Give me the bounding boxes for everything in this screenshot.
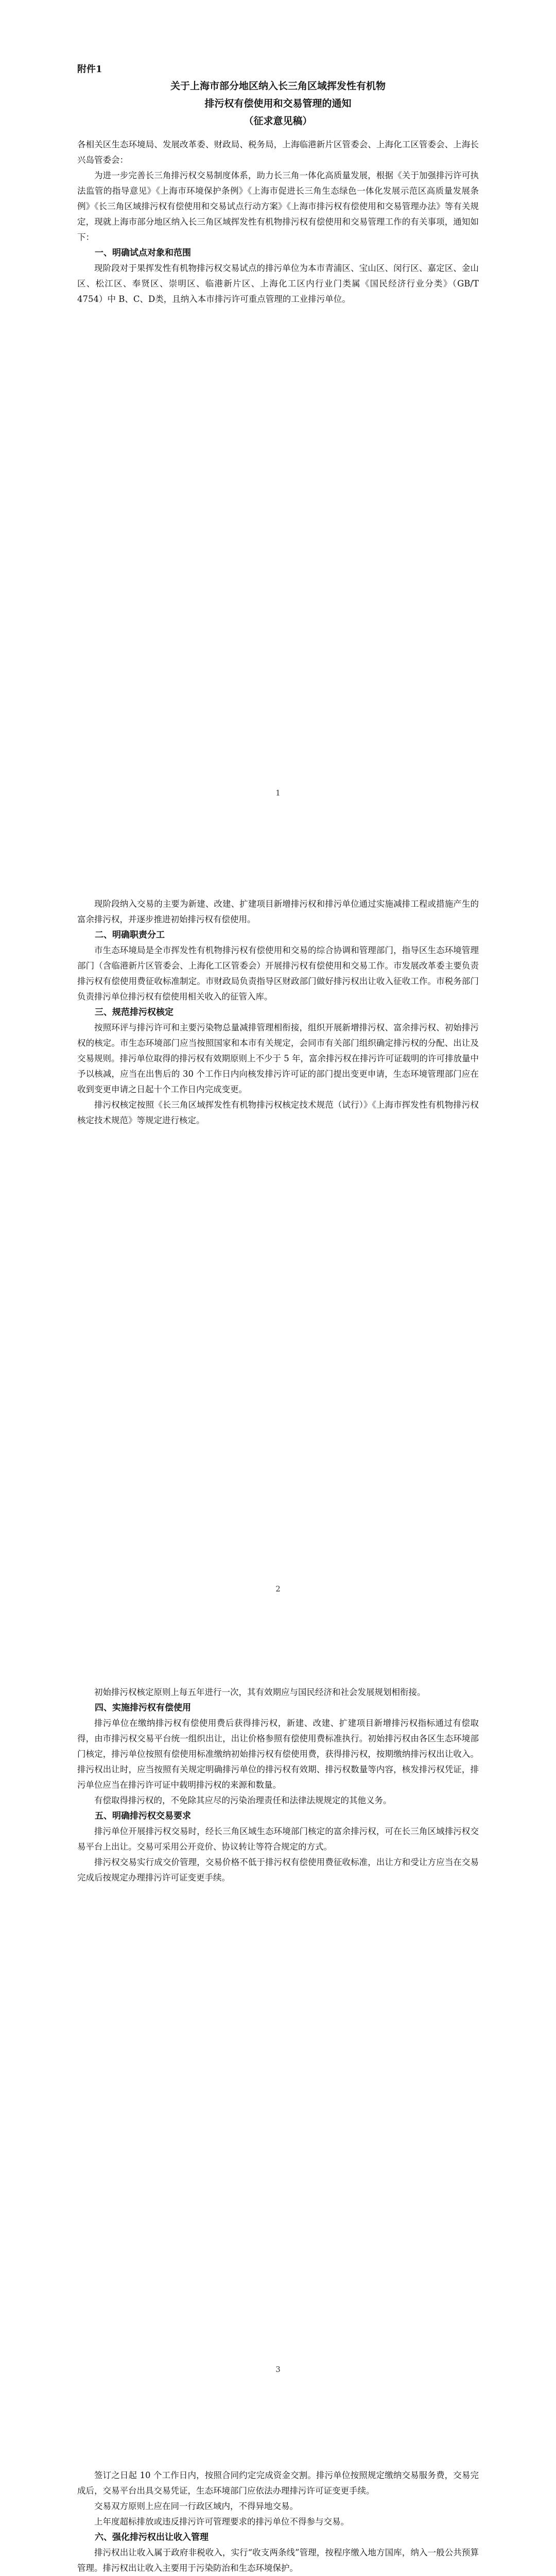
title-line-2: 排污权有偿使用和交易管理的通知 (204, 98, 352, 109)
page-3-paragraph: 初始排污权核定原则上每五年进行一次，其有效期应与国民经济和社会发展规划相衔接。 (94, 1687, 426, 1697)
section-2-text: 市生态环境局是全市挥发性有机物排污权有偿使用和交易的综合协调和管理部门，指导区生态环境管理部门（含临港新片区管委会、上海化工区管委会）开展排污权有偿使用和交易工作。市发展改革委主要负责排污权有偿使用费征收标准制定。市财政局负责指导区财政部门做好排污权出让收入征收工作。市税务部门负责排污单位排污权有偿使用相关收入的征管入库。 (77, 945, 479, 1002)
page-4-paragraph-1: 签订之日起 10 个工作日内，按照合同约定完成资金交割。排污单位按照规定缴纳交易服务费，交易完成后，交易平台出具交易凭证，生态环境部门应依法办理排污许可证变更手续。 (77, 2470, 479, 2496)
title-line-1: 关于上海市部分地区纳入长三角区域挥发性有机物 (170, 80, 386, 92)
addressee: 各相关区生态环境局、发展改革委、财政局、税务局，上海临港新片区管委会、上海化工区管委会、上海长兴岛管委会： (77, 140, 479, 165)
section-3-text-2: 排污权核定按照《长三角区域挥发性有机物排污权核定技术规范（试行）》《上海市挥发性有机物排污权核定技术规范》等规定进行核定。 (77, 1100, 479, 1125)
section-2-heading: 二、明确职责分工 (95, 930, 165, 940)
page-4-paragraph-2: 交易双方原则上应在同一行政区域内，不得异地交易。 (94, 2501, 298, 2511)
section-3-text-1: 按照环评与排污许可和主要污染物总量减排管理相衔接，组织开展新增排污权、富余排污权、初始排污权的核定。市生态环境部门应当按照国家和本市有关规定，会同市有关部门组织确定排污权的分配、出让及交易规则。排污单位取得的排污权有效期原则上不少于 5 年，富余排污权在排污许可证载明的许可排放量中予以核减，应当在出售后的 30 个工作日内向核发排污许可证的部门提出变更申请，生态环境管理部门应在收到变更申请之日起十个工作日内完成变更。 (77, 1023, 479, 1094)
page-1 (77, 62, 479, 307)
page-number-1: 1 (275, 788, 281, 798)
section-1-text: 现阶段对于果挥发性有机物排污权交易试点的排污单位为本市青浦区、宝山区、闵行区、嘉定区、金山区、松江区、奉贤区、崇明区、临港新片区、上海化工区内行业门类属《国民经济行业分类》（GB/T 4754）中 B、C、D类，且纳入本市排污许可重点管理的工业排污单位。 (77, 263, 479, 304)
section-5-text-1: 排污单位开展排污权交易时，经长三角区域生态环境部门核定的富余排污权，可在长三角区域排污权交易平台上出让。交易可采用公开竞价、协议转让等符合规定的方式。 (77, 1826, 479, 1852)
section-3-heading: 三、规范排污权核定 (95, 1007, 173, 1018)
section-1-heading: 一、明确试点对象和范围 (95, 248, 191, 258)
annex-label: 附件1 (77, 64, 102, 75)
section-6-heading: 六、强化排污权出让收入管理 (95, 2532, 208, 2543)
title-line-3: （征求意见稿） (244, 115, 312, 127)
intro-paragraph: 为进一步完善长三角排污权交易制度体系，助力长三角一体化高质量发展，根据《关于加强排污许可执法监管的指导意见》《上海市环境保护条例》《上海市促进长三角生态绿色一体化发展示范区高质量发展条例》《长三角区域排污权有偿使用和交易试点行动方案》《上海市排污权有偿使用和交易管理办法》等有关规定，现就上海市部分地区纳入长三角区域挥发性有机物排污权有偿使用和交易管理工作的有关事项，通知如下： (77, 171, 479, 242)
section-6-text: 排污权出让收入属于政府非税收入，实行“收支两条线”管理，按程序缴入地方国库，纳入一般公共预算管理。排污权出让收入主要用于污染防治和生态环境保护。 (77, 2548, 479, 2573)
page-2-paragraph: 现阶段纳入交易的主要为新建、改建、扩建项目新增排污权和排污单位通过实施减排工程或措施产生的富余排污权，并逐步推进初始排污权有偿使用。 (77, 899, 479, 924)
section-4-text-2: 有偿取得排污权的，不免除其应尽的污染治理责任和法律法规规定的其他义务。 (94, 1795, 392, 1805)
section-5-text-2: 排污权交易实行成交价管理，交易价格不低于排污权有偿使用费征收标准，出让方和受让方应当在交易完成后按规定办理排污许可证变更手续。 (77, 1857, 479, 1883)
section-4-heading: 四、实施排污权有偿使用 (95, 1703, 191, 1713)
section-4-text-1: 排污单位在缴纳排污权有偿使用费后获得排污权，新建、改建、扩建项目新增排污权指标通过有偿取得，由市排污权交易平台统一组织出让，出让价格参照有偿使用费标准执行。初始排污权由各区生态环境部门核定，排污单位按照有偿使用标准缴纳初始排污权有偿使用费，获得排污权，按期缴纳排污权出让收入。排污权出让时，应当按照有关规定明确排污单位的排污权有效期、排污权数量等内容，核发排污权凭证，排污单位应当在排污许可证中载明排污权的来源和数量。 (77, 1718, 479, 1790)
page-4-paragraph-3: 上年度超标排放或违反排污许可管理要求的排污单位不得参与交易。 (94, 2517, 349, 2527)
section-5-heading: 五、明确排污权交易要求 (95, 1811, 191, 1821)
page-number-3: 3 (275, 2365, 281, 2374)
page-3 (77, 1685, 479, 1886)
page-4 (77, 2468, 479, 2576)
page-2 (77, 896, 479, 1128)
page-number-2: 2 (275, 1584, 281, 1594)
